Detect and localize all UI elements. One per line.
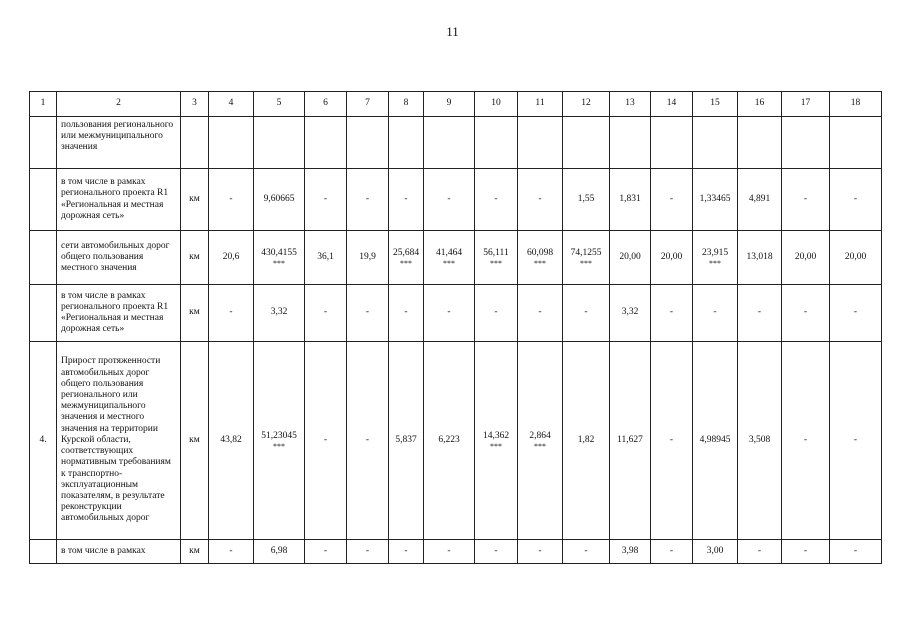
table-cell [181,231,209,285]
table-cell [782,117,830,169]
cell-value: - [803,193,808,204]
table-cell [389,231,424,285]
table-cell [830,285,882,342]
cell-value: 1,82 [577,434,595,445]
table-cell [209,117,254,169]
table-cell [475,169,518,231]
cell-value: - [323,434,328,445]
table-cell [389,169,424,231]
table-row [30,540,882,564]
cell-value: - [494,193,498,204]
cell-value: - [853,545,858,556]
table-cell [518,231,563,285]
cell-value: км [189,251,200,262]
cell-value: 2,864 [529,431,551,442]
cell-value: км [189,434,200,445]
table-cell [254,540,305,564]
table-cell [209,169,254,231]
table-cell [254,169,305,231]
cell-value: - [538,193,542,204]
table-cell [563,169,610,231]
table-cell [651,169,693,231]
table-cell [475,342,518,540]
footnote-marker: *** [400,258,412,268]
table-cell [181,285,209,342]
cell-value: - [853,193,858,204]
header-cell: 1 [30,92,57,117]
table-cell [563,342,610,540]
cell-value: - [669,545,674,556]
cell-value: - [803,434,808,445]
header-cell: 4 [209,92,254,117]
row-number [30,540,57,564]
table-cell [305,285,347,342]
table-cell [782,540,830,564]
table-cell [738,540,782,564]
table-cell [347,285,389,342]
cell-value: - [494,545,498,556]
cell-value: - [404,307,408,318]
table-cell [830,117,882,169]
table-cell [610,169,651,231]
table-cell [693,169,738,231]
row-number [30,285,57,342]
cell-value: км [189,545,200,556]
table-cell [738,169,782,231]
table-cell [693,342,738,540]
table-cell [181,342,209,540]
cell-value: 43,82 [220,434,242,445]
table-row [30,285,882,342]
table-cell [518,540,563,564]
cell-value: 1,33465 [699,193,731,204]
cell-value: 20,00 [619,251,641,262]
row-number [30,231,57,285]
cell-value: 36,1 [317,251,334,262]
row-number [30,117,57,169]
cell-value: - [803,307,808,318]
footnote-marker: *** [534,441,546,451]
footnote-marker: *** [490,441,502,451]
table-cell [424,342,475,540]
cell-value: 6,98 [270,545,288,556]
cell-value: - [229,307,233,318]
cell-value: 56,111 [483,248,509,259]
table-cell [563,540,610,564]
header-row [30,92,882,117]
table-cell [209,285,254,342]
table-cell [610,285,651,342]
header-cell: 13 [610,92,651,117]
cell-value: 20,6 [222,251,240,262]
cell-value: 23,915 [701,248,729,259]
header-cell: 8 [389,92,424,117]
cell-value: 20,00 [660,251,683,262]
table-cell [254,231,305,285]
cell-value: - [404,545,408,556]
table-cell [610,342,651,540]
table-cell [651,117,693,169]
cell-value: - [538,307,542,318]
cell-value: 60,098 [526,248,554,259]
footnote-marker: *** [490,258,502,268]
table-cell [830,540,882,564]
header-cell: 16 [738,92,782,117]
row-number [30,169,57,231]
table-row [30,117,882,169]
table-cell [651,285,693,342]
table-cell [305,540,347,564]
table-cell [475,231,518,285]
table-cell [830,169,882,231]
table-cell [347,342,389,540]
table-cell [347,169,389,231]
cell-value: 4,98945 [699,434,731,445]
cell-value: км [189,307,200,318]
cell-value: - [365,307,370,318]
cell-value: 41,464 [435,248,463,259]
cell-value: 3,32 [270,307,288,318]
header-cell: 15 [693,92,738,117]
cell-value: 3,508 [748,434,771,445]
table-cell [254,285,305,342]
footnote-marker: *** [273,258,285,268]
table-cell [424,231,475,285]
header-cell: 9 [424,92,475,117]
footnote-marker: *** [580,258,592,268]
header-cell: 10 [475,92,518,117]
cell-value: - [713,307,717,318]
table-cell [738,231,782,285]
header-cell: 7 [347,92,389,117]
table-cell [181,540,209,564]
table-cell [693,231,738,285]
footnote-marker: *** [443,258,455,268]
table-cell [389,117,424,169]
cell-value: 25,684 [392,248,420,259]
footnote-marker: *** [709,258,721,268]
row-label: сети автомобильных дорог общего пользования местного значения [57,231,181,285]
table-row [30,342,882,540]
table-cell [782,285,830,342]
table-cell [738,285,782,342]
cell-value: 3,00 [706,545,724,556]
table-cell [610,231,651,285]
cell-value: - [447,545,451,556]
cell-value: - [365,193,370,204]
cell-value: 20,00 [794,251,817,262]
table-cell [389,342,424,540]
row-label: пользования регионального или межмуниципального значения [57,117,181,169]
table-cell [651,540,693,564]
table-cell [782,342,830,540]
cell-value: 74,1255 [570,248,602,259]
table-row [30,231,882,285]
table-cell [475,117,518,169]
table-cell [563,285,610,342]
cell-value: - [584,307,588,318]
table-cell [305,231,347,285]
table-cell [518,169,563,231]
table-cell [518,285,563,342]
cell-value: - [538,545,542,556]
table-cell [738,117,782,169]
table-cell [518,117,563,169]
table-cell [389,540,424,564]
header-cell: 18 [830,92,882,117]
cell-value: - [669,434,674,445]
table-cell [254,342,305,540]
table-cell [209,342,254,540]
row-number: 4. [30,342,57,540]
table-cell [347,117,389,169]
cell-value: 6,223 [438,434,460,445]
cell-value: 51,23045 [261,431,297,442]
table-cell [693,540,738,564]
cell-value: 1,55 [577,193,595,204]
header-cell: 2 [57,92,181,117]
table-cell [782,169,830,231]
table-cell [209,231,254,285]
table-cell [651,342,693,540]
cell-value: 13,018 [746,251,773,262]
cell-value: - [229,545,233,556]
table-cell [563,117,610,169]
table-cell [475,540,518,564]
cell-value: - [447,193,451,204]
table-cell [830,231,882,285]
cell-value: 3,32 [621,307,639,318]
header-cell: 3 [181,92,209,117]
cell-value: 430,4155 [261,248,297,259]
table-cell [347,540,389,564]
cell-value: - [323,193,328,204]
table-cell [305,342,347,540]
header-cell: 14 [651,92,693,117]
row-label: в том числе в рамках регионального проекта R1 «Региональная и местная дорожная сеть» [57,285,181,342]
table-cell [347,231,389,285]
table-cell [305,117,347,169]
cell-value: 3,98 [621,545,639,556]
cell-value: - [447,307,451,318]
table-cell [424,540,475,564]
header-cell: 5 [254,92,305,117]
cell-value: - [365,434,370,445]
data-table [29,91,882,564]
footnote-marker: *** [534,258,546,268]
cell-value: - [803,545,808,556]
cell-value: - [494,307,498,318]
table-cell [305,169,347,231]
table-cell [254,117,305,169]
table-cell [651,231,693,285]
cell-value: 14,362 [482,431,510,442]
cell-value: - [365,545,370,556]
cell-value: - [757,307,762,318]
cell-value: - [853,434,858,445]
cell-value: 19,9 [359,251,376,262]
table-cell [181,169,209,231]
cell-value: - [323,545,328,556]
table-cell [782,231,830,285]
header-cell: 6 [305,92,347,117]
cell-value: - [584,545,588,556]
cell-value: - [669,193,674,204]
table-cell [738,342,782,540]
cell-value: 5,837 [395,434,417,445]
table-cell [389,285,424,342]
header-cell: 11 [518,92,563,117]
cell-value: - [757,545,762,556]
cell-value: 9,60665 [263,193,295,204]
cell-value: - [853,307,858,318]
table-cell [181,117,209,169]
table-cell [518,342,563,540]
row-label: в том числе в рамках регионального проекта R1 «Региональная и местная дорожная сеть» [57,169,181,231]
table-cell [424,169,475,231]
table-cell [830,342,882,540]
cell-value: - [229,193,233,204]
cell-value: 20,00 [844,251,867,262]
table-cell [424,117,475,169]
row-label: в том числе в рамках [57,540,181,564]
row-label: Прирост протяженности автомобильных дорог общего пользования регионального или межмуниципального значения и местного значения на территории Курской области, соответствующих нормативным требованиям к транспортно-эксплуатационным показателям, в результате реконструкции автомобильных дорог [57,342,181,540]
header-cell: 17 [782,92,830,117]
table-cell [209,540,254,564]
table-cell [424,285,475,342]
cell-value: 11,627 [617,434,643,445]
table-cell [693,117,738,169]
table-cell [563,231,610,285]
table-row [30,169,882,231]
page-number: 11 [446,24,459,39]
table-cell [610,540,651,564]
cell-value: - [323,307,328,318]
table-cell [610,117,651,169]
cell-value: 1,831 [619,193,641,204]
footnote-marker: *** [273,441,285,451]
cell-value: км [189,193,200,204]
cell-value: 4,891 [748,193,771,204]
table-cell [693,285,738,342]
table-cell [475,285,518,342]
header-cell: 12 [563,92,610,117]
cell-value: - [404,193,408,204]
cell-value: - [669,307,674,318]
